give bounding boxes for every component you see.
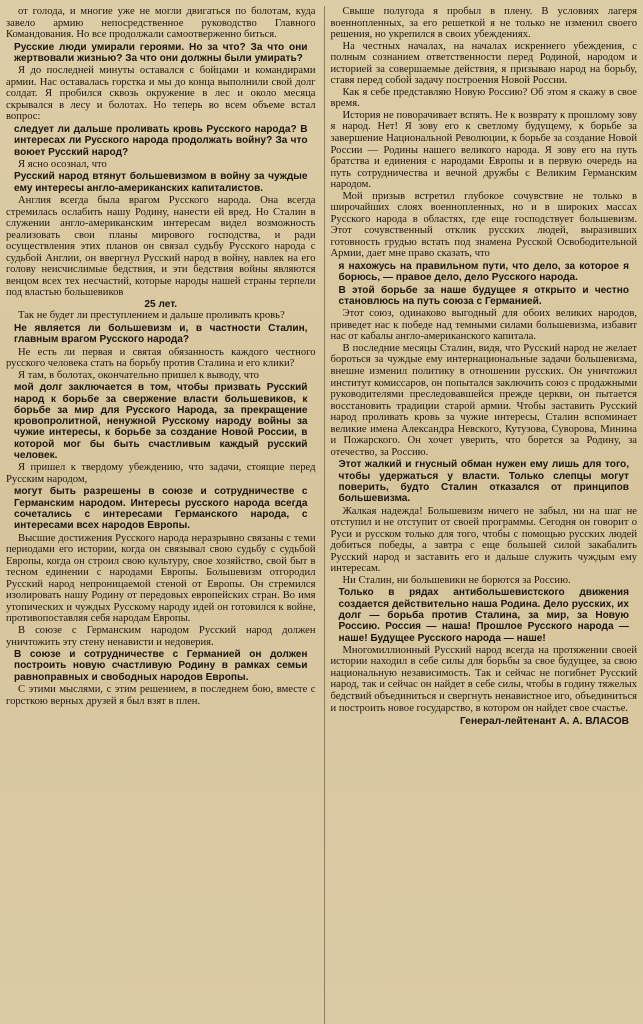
- paragraph: Так не будет ли преступлением и дальше проливать кровь?: [18, 310, 285, 322]
- paragraph: Жалкая надежда! Большевизм ничего не забыл, ни на шаг не отступил и не отступит от своей программы. Сегодня он говорит о Руси и русском только для того, чтобы с помощью русских людей добиться победы, а завтра с еще большей силой закабалить Русский народ и заставить его и дальше служить чуждым ему интересам.: [330, 505, 637, 575]
- paragraph: Я ясно осознал, что: [18, 158, 107, 170]
- bold-paragraph: В этой борьбе за наше будущее я открыто и честно становлюсь на путь союза с Германией.: [338, 284, 629, 307]
- bold-paragraph: Русский народ втянут большевизмом в войну за чуждые ему интересы англо-американских капиталистов.: [14, 171, 308, 194]
- paragraph: Высшие достижения Русского народа неразрывно связаны с теми периодами его истории, когда он связывал свою судьбу с судьбой Европы, когда он строил свою культуру, свое хозяйство, свой быт в тесном единении с народами Европы. Большевизм отгородил Русский народ непроницаемой стеной от Европы. Он стремился изолировать нашу Родину от передовых европейских стран. Во имя утопических и чуждых Русскому народу идей он готовился к войне, противопоставляя себя народам Европы.: [6, 532, 316, 625]
- bold-paragraph: могут быть разрешены в союзе и сотрудничестве с Германским народом. Интересы русского народа всегда сочетались с интересами Германского народа, с интересами всех народов Европы.: [14, 486, 308, 532]
- bold-paragraph: следует ли дальше проливать кровь Русского народа? В интересах ли Русского народа продолжать войну? За что воюет Русский народ?: [14, 123, 308, 158]
- paragraph: от голода, и многие уже не могли двигаться по болотам, куда завело армию непосредственное руководство Главного Командования. Но все продолжали самоотверженно биться.: [6, 6, 316, 41]
- paragraph: В последние месяцы Сталин, видя, что Русский народ не желает бороться за чуждые ему интернациональные задачи большевизма, внешне изменил политику в отношении русских. Он уничтожил институт комиссаров, он попытался заключить союз с продажными руководителями преследовавшейся прежде церкви, он пытается восстановить традиции старой армии. Чтобы заставить Русский народ проливать кровь за чужие интересы, Сталин вспоминает великие имена Александра Невского, Кутузова, Суворова, Минина и Пожарского. Он хочет уверить, что борется за Родину, за отечество, за Россию.: [330, 342, 637, 458]
- article-columns: [6, 6, 637, 1024]
- signature: Генерал-лейтенант А. А. ВЛАСОВ: [460, 716, 629, 728]
- paragraph: Как я себе представляю Новую Россию? Об этом я скажу в свое время.: [330, 86, 637, 110]
- paragraph: 25 лет.: [144, 298, 178, 310]
- bold-paragraph: Только в рядах антибольшевистского движения создается действительно наша Родина. Дело русских, их долг — борьба против Сталина, за мир, за Новую Россию. Россия — наша! Прошлое Русского народа — наше! Будущее Русского народа — наше!: [338, 587, 629, 644]
- bold-paragraph: В союзе и сотрудничестве с Германией он должен построить новую счастливую Родину в рамках семьи равноправных и свободных народов Европы.: [14, 649, 308, 683]
- paragraph: Я пришел к твердому убеждению, что задачи, стоящие перед Русским народом,: [6, 462, 316, 485]
- bold-paragraph: я нахожусь на правильном пути, что дело, за которое я борюсь, — правое дело, дело Русского народа.: [338, 261, 629, 284]
- paragraph: Ни Сталин, ни большевики не борются за Россию.: [342, 574, 571, 586]
- left-column: [6, 6, 316, 1024]
- right-column: [324, 6, 638, 1024]
- bold-paragraph: Русские люди умирали героями. Но за что? За что они жертвовали жизнью? За что они должны были умирать?: [14, 41, 308, 64]
- paragraph: Англия всегда была врагом Русского народа. Она всегда стремилась ослабить нашу Родину, нанести ей вред. Но Сталин в служении англо-американским интересам видел возможность реализовать свои планы мирового господства, и ради осуществления этих планов он связал судьбу Русского народа с судьбой Англии, он ввергнул Русский народ в войну, навлек на его голову неисчислимые бедствия, и эти бедствия войны являются венцом всех тех несчастий, которые народы нашей страны терпели под властью большевиков: [6, 195, 316, 299]
- paragraph: Этот союз, одинаково выгодный для обоих великих народов, приведет нас к победе над темными силами большевизма, избавит нас от кабалы англо-американского капитала.: [330, 308, 637, 343]
- bold-paragraph: мой долг заключается в том, чтобы призвать Русский народ к борьбе за свержение власти большевиков, к борьбе за мир для Русского Народа, за прекращение кровопролитной, ненужной Русскому народу войны за чужие интересы, к борьбе за создание Новой России, в которой мог бы быть счастливым каждый русский человек.: [14, 382, 308, 462]
- paragraph: В союзе с Германским народом Русский народ должен уничтожить эту стену ненависти и недоверия.: [6, 624, 316, 648]
- bold-paragraph: Этот жалкий и гнусный обман нужен ему лишь для того, чтобы удержаться у власти. Только слепцы могут поверить, будто Сталин отказался от принципов большевизма.: [338, 459, 629, 505]
- bold-paragraph: Не является ли большевизм и, в частности Сталин, главным врагом Русского народа?: [14, 323, 308, 346]
- paragraph: История не поворачивает вспять. Не к возврату к прошлому зову я народ. Нет! Я зову его к светлому будущему, к борьбе за завершение Национальной Революции, к борьбе за создание Новой России — Родины нашего великого народа. Я зову его на путь братства и единения с народами Европы и в первую очередь на путь сотрудничества и вечной дружбы с Великим Германским народом.: [330, 109, 637, 191]
- paragraph: На честных началах, на началах искреннего убеждения, с полным сознанием ответственности перед Родиной, народом и историей за совершаемые действия, я призываю народ на борьбу, ставя перед собой задачу построения Новой России.: [330, 40, 637, 87]
- paragraph: Многомиллионный Русский народ всегда на протяжении своей истории находил в себе силы для борьбы за свое будущее, за свою национальную независимость. Так и сейчас не погибнет Русский народ, так и сейчас он найдет в себе силы, чтобы в годину тяжелых бедствий объединиться и свергнуть ненавистное иго, объединиться и построить новое государство, в котором он найдет свое счастье.: [330, 644, 637, 714]
- paragraph: Мой призыв встретил глубокое сочувствие не только в широчайших слоях военнопленных, но и в широких массах Русского народа в областях, где еще господствует большевизм. Этот сочувственный отклик русских людей, выразивших готовность грудью встать под знамена Русской Освободительной Армии, дает мне право сказать, что: [330, 190, 637, 260]
- paragraph: Свыше полугода я пробыл в плену. В условиях лагеря военнопленных, за его решеткой я не только не изменил своего решения, но укрепился в своих убеждениях.: [330, 6, 637, 41]
- paragraph: Не есть ли первая и святая обязанность каждого честного русского человека стать на борьбу против Сталина и его клики?: [6, 346, 316, 370]
- paragraph: С этими мыслями, с этим решением, в последнем бою, вместе с горсткою верных друзей я был взят в плен.: [6, 683, 316, 707]
- paragraph: Я там, в болотах, окончательно пришел к выводу, что: [18, 369, 259, 381]
- paragraph: Я до последней минуты оставался с бойцами и командирами армии. Нас оставалась горстка и мы до конца выполнили свой долг солдат. Я пробился сквозь окружение в лес и около месяца скрывался в лесу и болотах. Но теперь во всем объеме встал вопрос:: [6, 65, 316, 123]
